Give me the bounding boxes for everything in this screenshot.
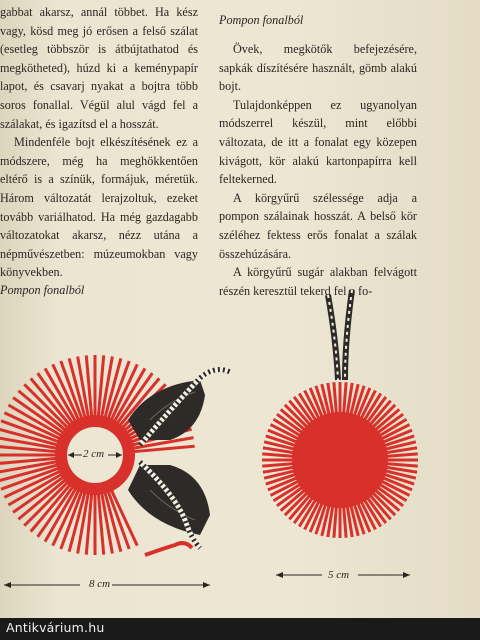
pompon-diameter-label: 5 cm bbox=[328, 569, 350, 581]
pompon-cord-right bbox=[345, 290, 352, 380]
finished-pompon-figure bbox=[262, 290, 418, 578]
left-paragraph-1: gabbat akarsz, annál többet. Ha kész vagy, kösd meg jó erősen a felső szálat (esetleg többször is átbújtathatod és megkötheted), húzd ki a keménypapír lapot, és csavarj nyakat a bojtra több soros fonallal. Végül alul vágd fel a szálakat, és igazítsd el a hosszát. bbox=[0, 5, 198, 131]
left-paragraph-2: Mindenféle bojt elkészítésének ez a módszere, még ha meghökkentően eltérő is a színük, formájuk, méretük. Három változatát lerajzoltuk, ezeket tovább variálhatod. Ha még gazdagabb változatokat akarsz, nézz utána a népművészetben: múzeumokban vagy könyvekben. bbox=[0, 135, 198, 280]
outer-diameter-label: 8 cm bbox=[89, 578, 111, 590]
right-paragraph-1: Övek, megkötők befejezésére, sapkák díszítésére használt, gömb alakú bojt. bbox=[219, 42, 417, 94]
cardboard-lower-piece bbox=[128, 465, 210, 535]
right-paragraph-3: A körgyűrű szélessége adja a pompon szálainak hosszát. A belső kör széléhez fektess erős fonalat a szálak összehúzására. bbox=[219, 190, 417, 261]
yarn-tail bbox=[145, 543, 192, 555]
figure-heading: Pompon fonalból bbox=[0, 283, 85, 297]
right-paragraph-2: Tulajdonképpen ez ugyanolyan módszerrel készül, mint előbbi változata, de itt a fonalat egy közepen kivágott, kör alakú kartonpapírra kell feltekerned. bbox=[219, 97, 417, 187]
right-paragraph-4: A körgyűrű sugár alakban felvágott részén keresztül tekerd fel a fo- bbox=[219, 265, 417, 298]
watermark-text: Antikvárium.hu bbox=[6, 620, 105, 635]
right-section-heading: Pompon fonalból bbox=[219, 13, 304, 27]
inner-diameter-label: 2 cm bbox=[83, 448, 105, 460]
yarn-ring-figure bbox=[0, 355, 230, 588]
pompon-core bbox=[292, 412, 388, 508]
